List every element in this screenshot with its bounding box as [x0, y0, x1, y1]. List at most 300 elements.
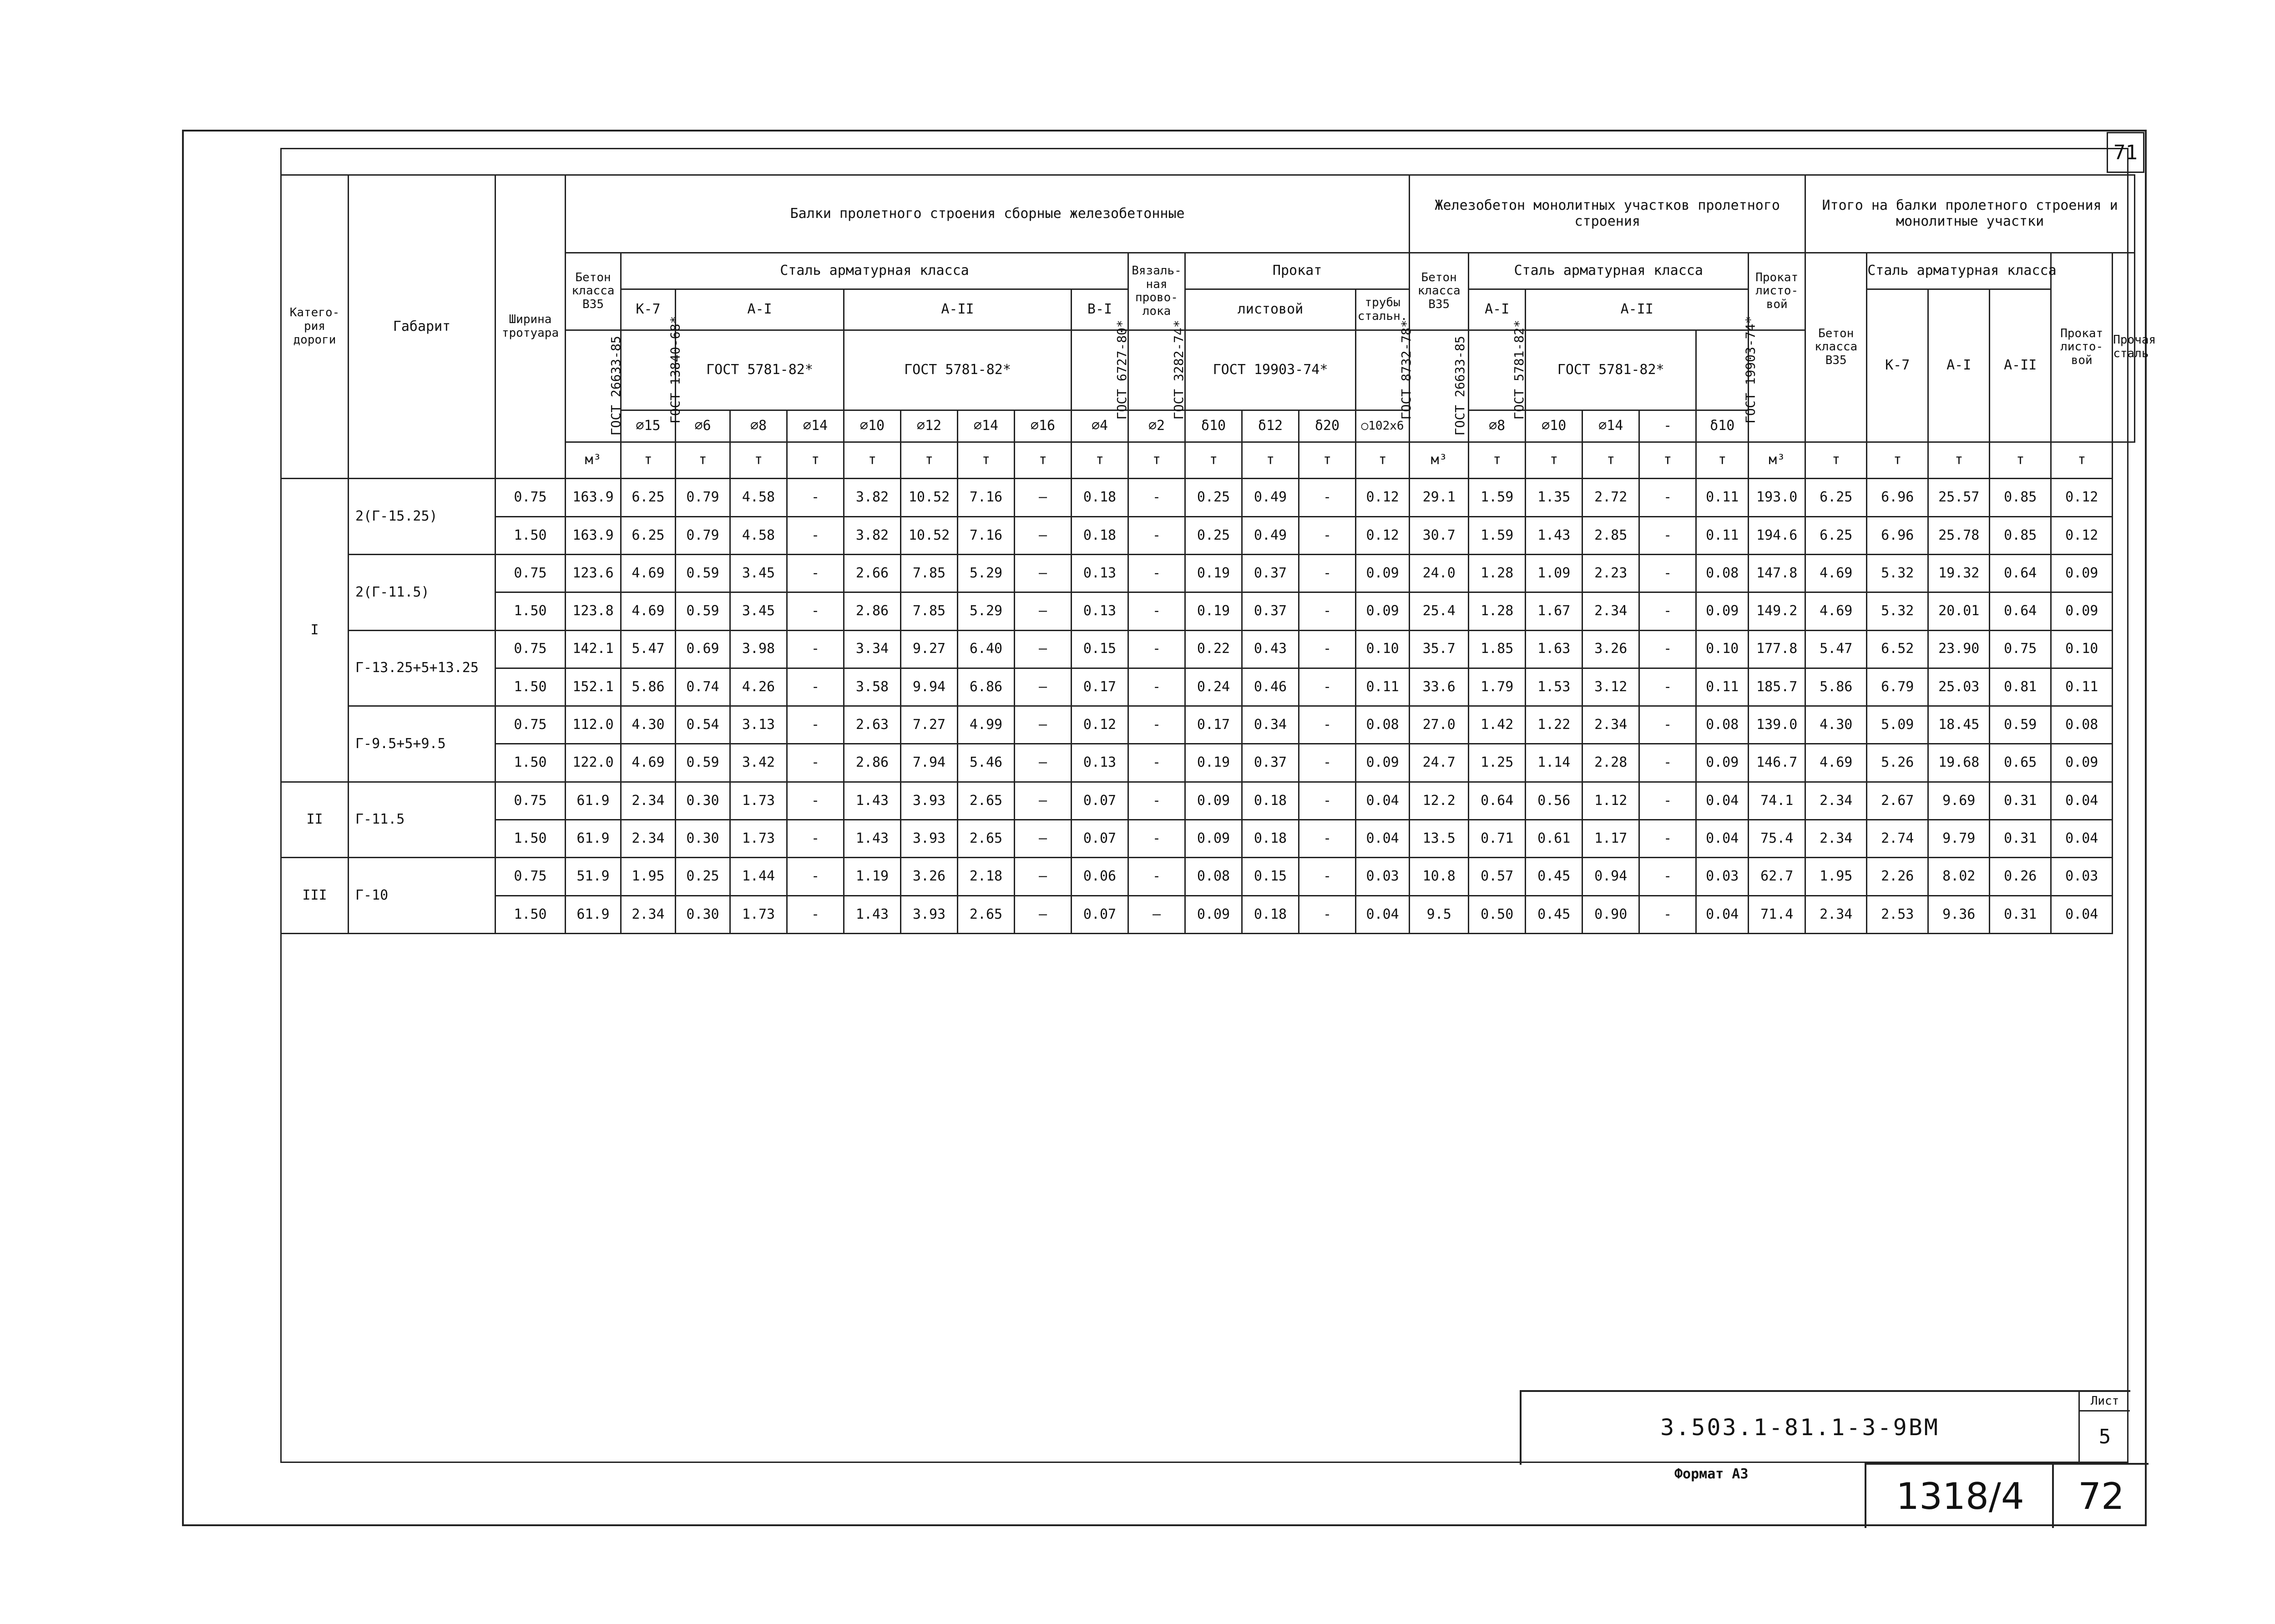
- value-cell: 2.34: [1805, 782, 1867, 820]
- unit-cell: т: [1990, 442, 2051, 479]
- header-group-precast: Балки пролетного строения сборные железобетонные: [566, 175, 1410, 253]
- value-cell: 122.0: [566, 744, 621, 782]
- header-gost-b1: ГОСТ 6727-80*: [1072, 330, 1128, 410]
- table-row: [281, 479, 2135, 516]
- value-cell: 0.75: [1990, 630, 2051, 668]
- value-cell: 0.50: [1469, 895, 1526, 933]
- value-cell: 6.86: [958, 668, 1015, 706]
- value-cell: 9.94: [901, 668, 958, 706]
- value-cell: 5.32: [1867, 554, 1928, 592]
- size-cell: ∅14: [958, 410, 1015, 442]
- value-cell: 2.72: [1582, 479, 1639, 516]
- size-cell: ∅8: [730, 410, 787, 442]
- value-cell: 0.04: [2051, 820, 2113, 858]
- value-cell: 0.37: [1242, 744, 1299, 782]
- value-cell: 25.78: [1928, 516, 1990, 554]
- sidewalk-cell: 0.75: [495, 554, 566, 592]
- value-cell: 4.58: [730, 479, 787, 516]
- designation-box: [1522, 1392, 2078, 1463]
- value-cell: 0.65: [1990, 744, 2051, 782]
- unit-cell: т: [1299, 442, 1356, 479]
- value-cell: 3.45: [730, 554, 787, 592]
- value-cell: 4.30: [1805, 706, 1867, 744]
- value-cell: 8.02: [1928, 858, 1990, 895]
- value-cell: 1.42: [1469, 706, 1526, 744]
- header-total-a2: А-II: [1990, 289, 2051, 442]
- value-cell: -: [1299, 592, 1356, 630]
- header-steel-total: Сталь арматурная класса: [1867, 253, 2051, 289]
- value-cell: 3.34: [844, 630, 901, 668]
- value-cell: 2.85: [1582, 516, 1639, 554]
- header-rolled-total: Прокат листо-вой: [2051, 253, 2113, 442]
- value-cell: 0.79: [676, 479, 730, 516]
- header-k7: К-7: [621, 289, 676, 330]
- value-cell: 0.18: [1242, 895, 1299, 933]
- value-cell: 4.99: [958, 706, 1015, 744]
- value-cell: –: [1015, 820, 1072, 858]
- value-cell: -: [787, 706, 844, 744]
- value-cell: -: [787, 592, 844, 630]
- unit-cell: т: [1185, 442, 1242, 479]
- value-cell: -: [1299, 554, 1356, 592]
- value-cell: 20.01: [1928, 592, 1990, 630]
- value-cell: 0.11: [2051, 668, 2113, 706]
- corner-number-box: [2107, 132, 2144, 173]
- value-cell: 1.67: [1526, 592, 1582, 630]
- value-cell: -: [787, 744, 844, 782]
- value-cell: -: [1128, 668, 1185, 706]
- value-cell: 0.45: [1526, 858, 1582, 895]
- value-cell: 2.26: [1867, 858, 1928, 895]
- value-cell: 51.9: [566, 858, 621, 895]
- header-concrete-monolithic: Бетон класса В35: [1410, 253, 1469, 330]
- gabarit-cell: 2(Г-15.25): [349, 479, 495, 555]
- value-cell: 10.52: [901, 516, 958, 554]
- value-cell: -: [1128, 858, 1185, 895]
- header-sidewalk: Ширина тротуара: [495, 175, 566, 479]
- value-cell: 0.64: [1990, 554, 2051, 592]
- value-cell: -: [787, 630, 844, 668]
- size-cell: δ10: [1185, 410, 1242, 442]
- header-gost-a2: ГОСТ 5781-82*: [844, 330, 1072, 410]
- value-cell: 1.09: [1526, 554, 1582, 592]
- value-cell: 0.08: [1696, 706, 1749, 744]
- table-row: [281, 706, 2135, 744]
- value-cell: –: [1015, 516, 1072, 554]
- unit-cell: т: [844, 442, 901, 479]
- value-cell: 7.85: [901, 554, 958, 592]
- value-cell: 0.09: [1185, 820, 1242, 858]
- value-cell: 0.49: [1242, 479, 1299, 516]
- value-cell: 0.09: [2051, 554, 2113, 592]
- sidewalk-cell: 1.50: [495, 516, 566, 554]
- value-cell: 1.73: [730, 895, 787, 933]
- size-cell: δ12: [1242, 410, 1299, 442]
- table-row: [281, 895, 2135, 933]
- value-cell: 2.86: [844, 592, 901, 630]
- value-cell: 2.65: [958, 895, 1015, 933]
- value-cell: 1.19: [844, 858, 901, 895]
- value-cell: 2.67: [1867, 782, 1928, 820]
- value-cell: 27.0: [1410, 706, 1469, 744]
- value-cell: 2.34: [621, 820, 676, 858]
- value-cell: 0.94: [1582, 858, 1639, 895]
- value-cell: 0.43: [1242, 630, 1299, 668]
- value-cell: 0.59: [1990, 706, 2051, 744]
- value-cell: 0.56: [1526, 782, 1582, 820]
- value-cell: 0.30: [676, 782, 730, 820]
- header-gost-mono-concrete: ГОСТ 26633-85: [1410, 330, 1469, 442]
- value-cell: -: [1639, 744, 1696, 782]
- value-cell: 1.95: [1805, 858, 1867, 895]
- unit-cell: т: [1928, 442, 1990, 479]
- value-cell: 0.09: [1185, 782, 1242, 820]
- size-cell: ∅10: [1526, 410, 1582, 442]
- value-cell: 5.29: [958, 554, 1015, 592]
- value-cell: 25.57: [1928, 479, 1990, 516]
- sidewalk-cell: 1.50: [495, 895, 566, 933]
- value-cell: -: [1299, 858, 1356, 895]
- unit-cell: м³: [1410, 442, 1469, 479]
- value-cell: –: [1015, 858, 1072, 895]
- value-cell: 4.30: [621, 706, 676, 744]
- value-cell: 0.13: [1072, 554, 1128, 592]
- table-row: [281, 668, 2135, 706]
- size-cell: ∅12: [901, 410, 958, 442]
- header-concrete-total: Бетон класса В35: [1805, 253, 1867, 442]
- value-cell: 2.53: [1867, 895, 1928, 933]
- value-cell: 3.42: [730, 744, 787, 782]
- value-cell: 0.18: [1242, 820, 1299, 858]
- value-cell: 6.52: [1867, 630, 1928, 668]
- value-cell: 194.6: [1749, 516, 1805, 554]
- value-cell: 0.09: [1696, 592, 1749, 630]
- value-cell: 6.96: [1867, 479, 1928, 516]
- value-cell: 177.8: [1749, 630, 1805, 668]
- value-cell: 0.09: [1356, 592, 1410, 630]
- value-cell: 5.47: [1805, 630, 1867, 668]
- value-cell: 163.9: [566, 479, 621, 516]
- size-cell: ∅10: [844, 410, 901, 442]
- value-cell: 3.12: [1582, 668, 1639, 706]
- value-cell: 25.03: [1928, 668, 1990, 706]
- size-cell: ∅6: [676, 410, 730, 442]
- value-cell: 2.86: [844, 744, 901, 782]
- value-cell: 7.85: [901, 592, 958, 630]
- value-cell: 19.32: [1928, 554, 1990, 592]
- value-cell: 5.86: [621, 668, 676, 706]
- category-cell: II: [281, 782, 349, 858]
- unit-cell: т: [1469, 442, 1526, 479]
- value-cell: 123.6: [566, 554, 621, 592]
- value-cell: 6.40: [958, 630, 1015, 668]
- size-cell: ○102x6: [1356, 410, 1410, 442]
- value-cell: 3.26: [901, 858, 958, 895]
- value-cell: 0.30: [676, 895, 730, 933]
- unit-cell: т: [1582, 442, 1639, 479]
- value-cell: -: [1639, 592, 1696, 630]
- value-cell: 0.85: [1990, 516, 2051, 554]
- value-cell: 1.25: [1469, 744, 1526, 782]
- value-cell: –: [1015, 744, 1072, 782]
- value-cell: 5.29: [958, 592, 1015, 630]
- value-cell: 0.04: [2051, 895, 2113, 933]
- value-cell: 0.34: [1242, 706, 1299, 744]
- value-cell: –: [1015, 554, 1072, 592]
- value-cell: 9.69: [1928, 782, 1990, 820]
- value-cell: —: [1128, 895, 1185, 933]
- value-cell: 6.96: [1867, 516, 1928, 554]
- value-cell: -: [1299, 479, 1356, 516]
- size-cell: ∅8: [1469, 410, 1526, 442]
- value-cell: 4.26: [730, 668, 787, 706]
- header-category: Катего-рия дороги: [281, 175, 349, 479]
- header-steel-monolithic: Сталь арматурная класса: [1469, 253, 1749, 289]
- header-concrete-precast: Бетон класса В35: [566, 253, 621, 330]
- value-cell: 0.11: [1696, 668, 1749, 706]
- value-cell: -: [1299, 782, 1356, 820]
- header-gost-wire: ГОСТ 3282-74*: [1128, 330, 1185, 410]
- value-cell: 0.25: [676, 858, 730, 895]
- gabarit-cell: Г-10: [349, 858, 495, 934]
- value-cell: 0.04: [2051, 782, 2113, 820]
- table-row: [281, 516, 2135, 554]
- value-cell: 3.45: [730, 592, 787, 630]
- value-cell: 0.46: [1242, 668, 1299, 706]
- unit-cell: т: [1015, 442, 1072, 479]
- value-cell: 9.5: [1410, 895, 1469, 933]
- value-cell: 185.7: [1749, 668, 1805, 706]
- value-cell: 0.10: [1696, 630, 1749, 668]
- gabarit-cell: Г-11.5: [349, 782, 495, 858]
- value-cell: 61.9: [566, 820, 621, 858]
- unit-cell: т: [1805, 442, 1867, 479]
- value-cell: –: [1015, 668, 1072, 706]
- value-cell: -: [1128, 782, 1185, 820]
- value-cell: 0.90: [1582, 895, 1639, 933]
- value-cell: 0.15: [1072, 630, 1128, 668]
- table-row: [281, 858, 2135, 895]
- value-cell: 0.59: [676, 744, 730, 782]
- value-cell: 1.53: [1526, 668, 1582, 706]
- value-cell: 2.65: [958, 782, 1015, 820]
- value-cell: 7.16: [958, 479, 1015, 516]
- size-cell: ∅2: [1128, 410, 1185, 442]
- archive-number-box: [1865, 1463, 2054, 1528]
- value-cell: 163.9: [566, 516, 621, 554]
- unit-cell: т: [1242, 442, 1299, 479]
- corner-number: 71: [2113, 141, 2138, 164]
- value-cell: 1.85: [1469, 630, 1526, 668]
- value-cell: -: [787, 668, 844, 706]
- header-gost-mono-rolled: ГОСТ 19903-74*: [1696, 330, 1749, 410]
- value-cell: 3.58: [844, 668, 901, 706]
- header-rolled: Прокат: [1185, 253, 1410, 289]
- table-row: [281, 820, 2135, 858]
- value-cell: 1.28: [1469, 592, 1526, 630]
- value-cell: 0.18: [1242, 782, 1299, 820]
- value-cell: 0.10: [2051, 630, 2113, 668]
- value-cell: 0.81: [1990, 668, 2051, 706]
- gabarit-cell: Г-9.5+5+9.5: [349, 706, 495, 782]
- unit-cell: т: [1696, 442, 1749, 479]
- value-cell: -: [1639, 706, 1696, 744]
- value-cell: 3.93: [901, 782, 958, 820]
- header-sheet: листовой: [1185, 289, 1356, 330]
- value-cell: -: [1128, 706, 1185, 744]
- unit-cell: т: [2051, 442, 2113, 479]
- value-cell: 0.11: [1696, 479, 1749, 516]
- table-row: [281, 554, 2135, 592]
- value-cell: 0.09: [2051, 592, 2113, 630]
- value-cell: 0.09: [1696, 744, 1749, 782]
- value-cell: 0.04: [1356, 895, 1410, 933]
- value-cell: 4.58: [730, 516, 787, 554]
- header-gabarit: Габарит: [349, 175, 495, 479]
- value-cell: 2.63: [844, 706, 901, 744]
- value-cell: -: [1639, 516, 1696, 554]
- unit-cell: т: [730, 442, 787, 479]
- value-cell: 0.12: [1356, 479, 1410, 516]
- value-cell: 7.27: [901, 706, 958, 744]
- value-cell: 0.64: [1990, 592, 2051, 630]
- value-cell: 0.04: [1696, 782, 1749, 820]
- value-cell: 0.09: [1356, 554, 1410, 592]
- header-gost-mono-a2: ГОСТ 5781-82*: [1526, 330, 1696, 410]
- value-cell: –: [1015, 479, 1072, 516]
- value-cell: 10.8: [1410, 858, 1469, 895]
- value-cell: 2.34: [621, 895, 676, 933]
- value-cell: -: [1639, 554, 1696, 592]
- value-cell: 1.14: [1526, 744, 1582, 782]
- value-cell: 1.17: [1582, 820, 1639, 858]
- value-cell: 0.10: [1356, 630, 1410, 668]
- value-cell: 1.43: [1526, 516, 1582, 554]
- category-cell: I: [281, 479, 349, 782]
- value-cell: 0.18: [1072, 516, 1128, 554]
- value-cell: 149.2: [1749, 592, 1805, 630]
- unit-cell: т: [1867, 442, 1928, 479]
- value-cell: 0.17: [1185, 706, 1242, 744]
- value-cell: 6.25: [1805, 479, 1867, 516]
- value-cell: 2.18: [958, 858, 1015, 895]
- value-cell: 0.13: [1072, 744, 1128, 782]
- value-cell: 142.1: [566, 630, 621, 668]
- value-cell: 0.12: [1356, 516, 1410, 554]
- value-cell: 1.63: [1526, 630, 1582, 668]
- sidewalk-cell: 1.50: [495, 820, 566, 858]
- value-cell: 75.4: [1749, 820, 1805, 858]
- value-cell: 12.2: [1410, 782, 1469, 820]
- value-cell: 4.69: [621, 592, 676, 630]
- value-cell: -: [1128, 479, 1185, 516]
- designation: 3.503.1-81.1-3-9ВМ: [1660, 1414, 1940, 1441]
- sidewalk-cell: 1.50: [495, 668, 566, 706]
- value-cell: 0.03: [2051, 858, 2113, 895]
- value-cell: 7.16: [958, 516, 1015, 554]
- value-cell: 0.04: [1696, 895, 1749, 933]
- value-cell: 0.61: [1526, 820, 1582, 858]
- size-cell: ∅16: [1015, 410, 1072, 442]
- value-cell: 9.79: [1928, 820, 1990, 858]
- value-cell: 2.74: [1867, 820, 1928, 858]
- value-cell: 9.36: [1928, 895, 1990, 933]
- header-group-total: Итого на балки пролетного строения и монолитные участки: [1805, 175, 2135, 253]
- unit-cell: т: [958, 442, 1015, 479]
- value-cell: 193.0: [1749, 479, 1805, 516]
- value-cell: 0.11: [1356, 668, 1410, 706]
- value-cell: 1.44: [730, 858, 787, 895]
- value-cell: 0.24: [1185, 668, 1242, 706]
- value-cell: 123.8: [566, 592, 621, 630]
- sheet-label: Лист: [2080, 1392, 2130, 1412]
- value-cell: 5.86: [1805, 668, 1867, 706]
- header-gost-mono-a1: ГОСТ 5781-82*: [1469, 330, 1526, 410]
- value-cell: 4.69: [1805, 744, 1867, 782]
- value-cell: -: [1128, 554, 1185, 592]
- value-cell: 6.79: [1867, 668, 1928, 706]
- unit-cell: т: [787, 442, 844, 479]
- value-cell: 25.4: [1410, 592, 1469, 630]
- value-cell: 0.18: [1072, 479, 1128, 516]
- value-cell: 62.7: [1749, 858, 1805, 895]
- sidewalk-cell: 0.75: [495, 630, 566, 668]
- value-cell: 0.07: [1072, 895, 1128, 933]
- header-mono-a1: А-I: [1469, 289, 1526, 330]
- value-cell: 139.0: [1749, 706, 1805, 744]
- value-cell: 0.79: [676, 516, 730, 554]
- value-cell: 74.1: [1749, 782, 1805, 820]
- unit-cell: м³: [1749, 442, 1805, 479]
- value-cell: 3.13: [730, 706, 787, 744]
- value-cell: 23.90: [1928, 630, 1990, 668]
- size-cell: ∅15: [621, 410, 676, 442]
- gabarit-cell: 2(Г-11.5): [349, 554, 495, 630]
- value-cell: –: [1015, 630, 1072, 668]
- header-a2: А-II: [844, 289, 1072, 330]
- value-cell: -: [1299, 895, 1356, 933]
- value-cell: 6.25: [621, 479, 676, 516]
- value-cell: 0.54: [676, 706, 730, 744]
- value-cell: 0.11: [1696, 516, 1749, 554]
- value-cell: -: [1299, 744, 1356, 782]
- value-cell: -: [787, 820, 844, 858]
- value-cell: -: [1128, 820, 1185, 858]
- value-cell: -: [787, 479, 844, 516]
- value-cell: 61.9: [566, 895, 621, 933]
- value-cell: 0.19: [1185, 554, 1242, 592]
- value-cell: 1.59: [1469, 479, 1526, 516]
- value-cell: 1.73: [730, 820, 787, 858]
- value-cell: -: [1128, 516, 1185, 554]
- header-b1: В-I: [1072, 289, 1128, 330]
- value-cell: 24.0: [1410, 554, 1469, 592]
- value-cell: 1.12: [1582, 782, 1639, 820]
- value-cell: -: [787, 895, 844, 933]
- value-cell: 0.19: [1185, 592, 1242, 630]
- value-cell: 1.28: [1469, 554, 1526, 592]
- value-cell: 24.7: [1410, 744, 1469, 782]
- table-row: [281, 744, 2135, 782]
- value-cell: 0.71: [1469, 820, 1526, 858]
- value-cell: 3.26: [1582, 630, 1639, 668]
- value-cell: 0.09: [2051, 744, 2113, 782]
- value-cell: 0.08: [1356, 706, 1410, 744]
- value-cell: 0.25: [1185, 479, 1242, 516]
- value-cell: 147.8: [1749, 554, 1805, 592]
- value-cell: –: [1015, 592, 1072, 630]
- value-cell: -: [1128, 630, 1185, 668]
